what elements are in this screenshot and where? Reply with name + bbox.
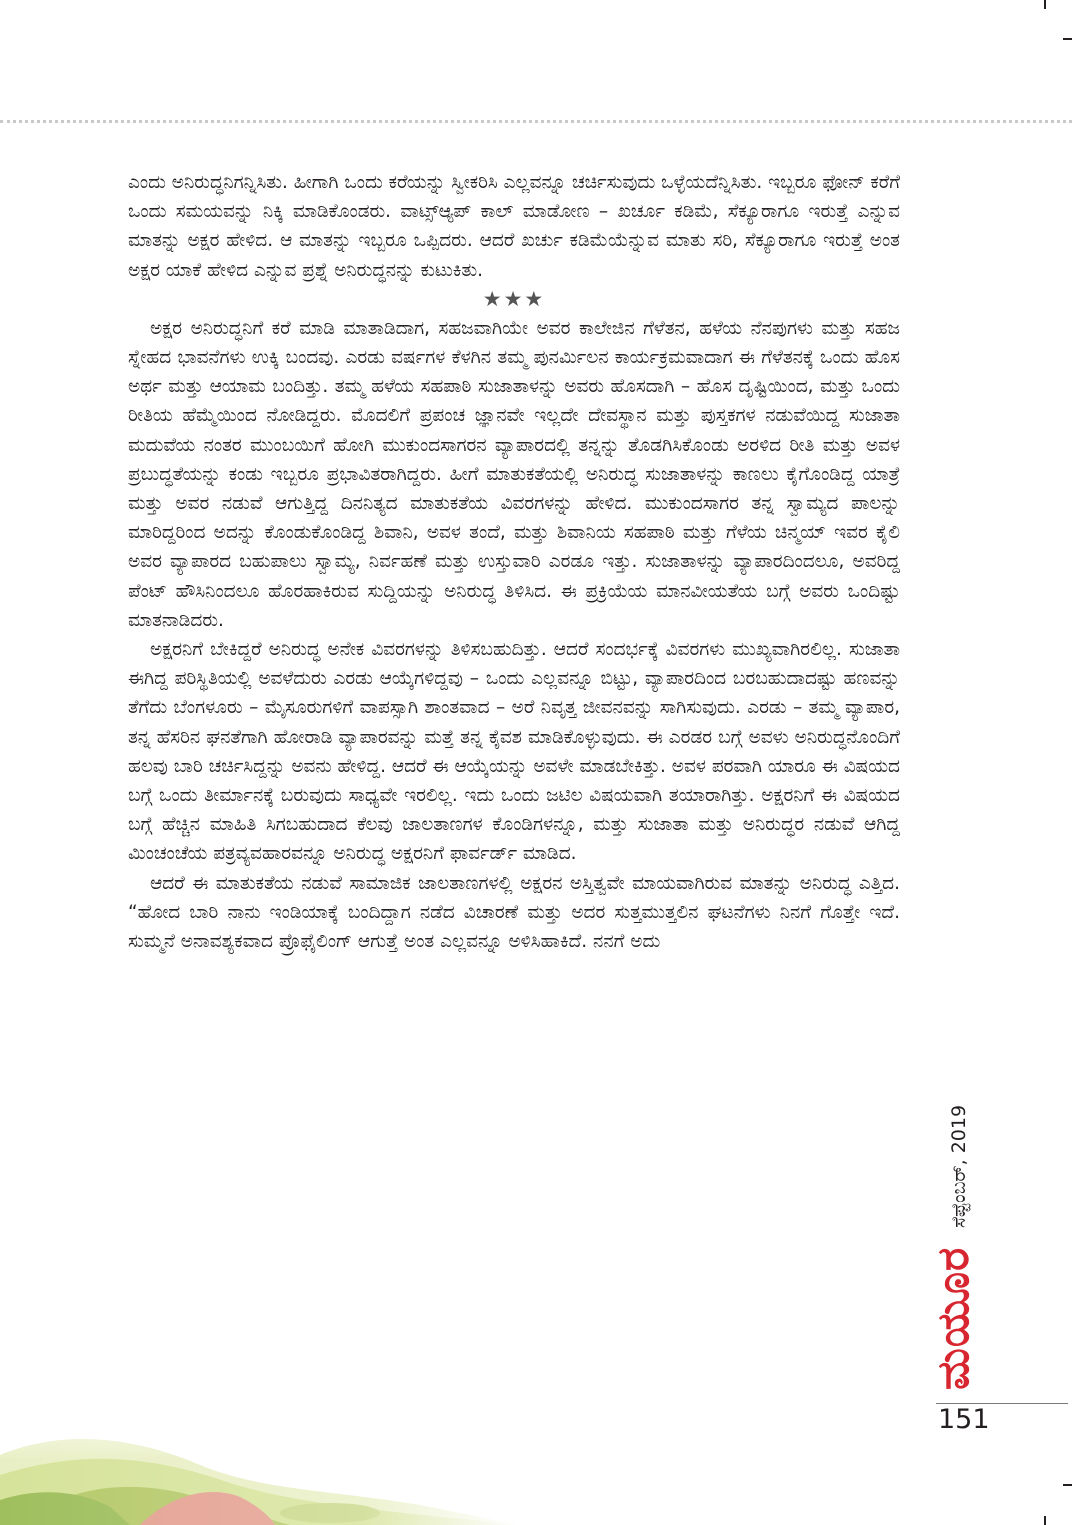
issue-date: ಸೆಪ್ಟೆಂಬರ್, 2019 [948, 1104, 970, 1228]
decorative-landscape-art [0, 1395, 520, 1525]
section-break-stars: ★★★ [482, 286, 546, 311]
crop-mark-top-right [1044, 0, 1046, 9]
crop-mark-right-lower [1063, 1484, 1072, 1486]
page-number: 151 [938, 1404, 990, 1435]
crop-mark-bottom-right [1044, 1516, 1046, 1525]
magazine-logo: ಮಯೂರ [928, 1246, 979, 1390]
article-body [128, 168, 900, 956]
paragraph-3: ಅಕ್ಷರನಿಗೆ ಬೇಕಿದ್ದರೆ ಅನಿರುದ್ಧ ಅನೇಕ ವಿವರಗಳನ್ನು ತಿಳಿಸಬಹುದಿತ್ತು. ಆದರೆ ಸಂದರ್ಭಕ್ಕೆ ವಿವರಗಳು ಮುಖ್ಯವಾಗಿರಲಿಲ್ಲ. ಸುಜಾತಾ ಈಗಿದ್ದ ಪರಿಸ್ಥಿತಿಯಲ್ಲಿ ಅವಳೆದುರು ಎರಡು ಆಯ್ಕೆಗಳಿದ್ದವು – ಒಂದು ಎಲ್ಲವನ್ನೂ ಬಿಟ್ಟು, ವ್ಯಾಪಾರದಿಂದ ಬರಬಹುದಾದಷ್ಟು ಹಣವನ್ನು ತೆಗೆದು ಬೆಂಗಳೂರು – ಮೈಸೂರುಗಳಿಗೆ ವಾಪಸ್ಸಾಗಿ ಶಾಂತವಾದ – ಅರೆ ನಿವೃತ್ತ ಜೀವನವನ್ನು ಸಾಗಿಸುವುದು. ಎರಡು – ತಮ್ಮ ವ್ಯಾಪಾರ, ತನ್ನ ಹೆಸರಿನ ಘನತೆಗಾಗಿ ಹೋರಾಡಿ ವ್ಯಾಪಾರವನ್ನು ಮತ್ತೆ ತನ್ನ ಕೈವಶ ಮಾಡಿಕೊಳ್ಳುವುದು. ಈ ಎರಡರ ಬಗ್ಗೆ ಅವಳು ಅನಿರುದ್ಧನೊಂದಿಗೆ ಹಲವು ಬಾರಿ ಚರ್ಚಿಸಿದ್ದನ್ನು ಅವನು ಹೇಳಿದ್ದ. ಆದರೆ ಈ ಆಯ್ಕೆಯನ್ನು ಅವಳೇ ಮಾಡಬೇಕಿತ್ತು. ಅವಳ ಪರವಾಗಿ ಯಾರೂ ಈ ವಿಷಯದ ಬಗ್ಗೆ ಒಂದು ತೀರ್ಮಾನಕ್ಕೆ ಬರುವುದು ಸಾಧ್ಯವೇ ಇರಲಿಲ್ಲ. ಇದು ಒಂದು ಜಟಿಲ ವಿಷಯವಾಗಿ ತಯಾರಾಗಿತ್ತು. ಅಕ್ಷರನಿಗೆ ಈ ವಿಷಯದ ಬಗ್ಗೆ ಹೆಚ್ಚಿನ ಮಾಹಿತಿ ಸಿಗಬಹುದಾದ ಕೆಲವು ಜಾಲತಾಣಗಳ ಕೊಂಡಿಗಳನ್ನೂ, ಮತ್ತು ಸುಜಾತಾ ಮತ್ತು ಅನಿರುದ್ಧರ ನಡುವೆ ಆಗಿದ್ದ ಮಿಂಚಂಚೆಯ ಪತ್ರವ್ಯವಹಾರವನ್ನೂ ಅನಿರುದ್ಧ ಅಕ್ಷರನಿಗೆ ಫಾರ್ವರ್ಡ್ ಮಾಡಿದ. [128, 639, 900, 865]
crop-mark-right-upper [1063, 38, 1072, 40]
header-dotted-rule [0, 120, 1072, 123]
paragraph-4: ಆದರೆ ಈ ಮಾತುಕತೆಯ ನಡುವೆ ಸಾಮಾಜಿಕ ಜಾಲತಾಣಗಳಲ್ಲಿ ಅಕ್ಷರನ ಅಸ್ತಿತ್ವವೇ ಮಾಯವಾಗಿರುವ ಮಾತನ್ನು ಅನಿರುದ್ಧ ಎತ್ತಿದ. “ಹೋದ ಬಾರಿ ನಾನು ಇಂಡಿಯಾಕ್ಕೆ ಬಂದಿದ್ದಾಗ ನಡೆದ ವಿಚಾರಣೆ ಮತ್ತು ಅದರ ಸುತ್ತಮುತ್ತಲಿನ ಘಟನೆಗಳು ನಿನಗೆ ಗೊತ್ತೇ ಇದೆ. ಸುಮ್ಮನೆ ಅನಾವಶ್ಯಕವಾದ ಪ್ರೊಫೈಲಿಂಗ್ ಆಗುತ್ತೆ ಅಂತ ಎಲ್ಲವನ್ನೂ ಅಳಿಸಿಹಾಕಿದೆ. ನನಗೆ ಅದು [128, 872, 900, 953]
paragraph-2: ಅಕ್ಷರ ಅನಿರುದ್ಧನಿಗೆ ಕರೆ ಮಾಡಿ ಮಾತಾಡಿದಾಗ, ಸಹಜವಾಗಿಯೇ ಅವರ ಕಾಲೇಜಿನ ಗೆಳೆತನ, ಹಳೆಯ ನೆನಪುಗಳು ಮತ್ತು ಸಹಜ ಸ್ನೇಹದ ಭಾವನೆಗಳು ಉಕ್ಕಿ ಬಂದವು. ಎರಡು ವರ್ಷಗಳ ಕೆಳಗಿನ ತಮ್ಮ ಪುನರ್ಮಿಲನ ಕಾರ್ಯಕ್ರಮವಾದಾಗ ಈ ಗೆಳೆತನಕ್ಕೆ ಒಂದು ಹೊಸ ಅರ್ಥ ಮತ್ತು ಆಯಾಮ ಬಂದಿತ್ತು. ತಮ್ಮ ಹಳೆಯ ಸಹಪಾಠಿ ಸುಜಾತಾಳನ್ನು ಅವರು ಹೊಸದಾಗಿ – ಹೊಸ ದೃಷ್ಟಿಯಿಂದ, ಮತ್ತು ಒಂದು ರೀತಿಯ ಹೆಮ್ಮೆಯಿಂದ ನೋಡಿದ್ದರು. ಮೊದಲಿಗೆ ಪ್ರಪಂಚ ಜ್ಞಾನವೇ ಇಲ್ಲದೇ ದೇವಸ್ಥಾನ ಮತ್ತು ಪುಸ್ತಕಗಳ ನಡುವೆಯಿದ್ದ ಸುಜಾತಾ ಮದುವೆಯ ನಂತರ ಮುಂಬಯಿಗೆ ಹೋಗಿ ಮುಕುಂದಸಾಗರನ ವ್ಯಾಪಾರದಲ್ಲಿ ತನ್ನನ್ನು ತೊಡಗಿಸಿಕೊಂಡು ಅರಳಿದ ರೀತಿ ಮತ್ತು ಅವಳ ಪ್ರಬುದ್ಧತೆಯನ್ನು ಕಂಡು ಇಬ್ಬರೂ ಪ್ರಭಾವಿತರಾಗಿದ್ದರು. ಹೀಗೆ ಮಾತುಕತೆಯಲ್ಲಿ ಅನಿರುದ್ಧ ಸುಜಾತಾಳನ್ನು ಕಾಣಲು ಕೈಗೊಂಡಿದ್ದ ಯಾತ್ರೆ ಮತ್ತು ಅವರ ನಡುವೆ ಆಗುತ್ತಿದ್ದ ದಿನನಿತ್ಯದ ಮಾತುಕತೆಯ ವಿವರಗಳನ್ನು ಹೇಳಿದ. ಮುಕುಂದಸಾಗರ ತನ್ನ ಸ್ವಾಮ್ಯದ ಪಾಲನ್ನು ಮಾರಿದ್ದರಿಂದ ಅದನ್ನು ಕೊಂಡುಕೊಂಡಿದ್ದ ಶಿವಾನಿ, ಅವಳ ತಂದೆ, ಮತ್ತು ಶಿವಾನಿಯ ಸಹಪಾಠಿ ಮತ್ತು ಗೆಳೆಯ ಚಿನ್ಮಯ್ ಇವರ ಕೈಲಿ ಅವರ ವ್ಯಾಪಾರದ ಬಹುಪಾಲು ಸ್ವಾಮ್ಯ, ನಿರ್ವಹಣೆ ಮತ್ತು ಉಸ್ತುವಾರಿ ಎರಡೂ ಇತ್ತು. ಸುಜಾತಾಳನ್ನು ವ್ಯಾಪಾರದಿಂದಲೂ, ಅವರಿದ್ದ ಪೆಂಟ್ ಹೌಸಿನಿಂದಲೂ ಹೊರಹಾಕಿರುವ ಸುದ್ದಿಯನ್ನು ಅನಿರುದ್ಧ ತಿಳಿಸಿದ. ಈ ಪ್ರಕ್ರಿಯೆಯ ಮಾನವೀಯತೆಯ ಬಗ್ಗೆ ಅವರು ಒಂದಿಷ್ಟು ಮಾತನಾಡಿದರು. [128, 317, 900, 631]
paragraph-1: ಎಂದು ಅನಿರುದ್ಧನಿಗನ್ನಿಸಿತು. ಹೀಗಾಗಿ ಒಂದು ಕರೆಯನ್ನು ಸ್ವೀಕರಿಸಿ ಎಲ್ಲವನ್ನೂ ಚರ್ಚಿಸುವುದು ಒಳ್ಳೆಯದೆನ್ನಿಸಿತು. ಇಬ್ಬರೂ ಫೋನ್ ಕರೆಗೆ ಒಂದು ಸಮಯವನ್ನು ನಿಕ್ಕಿ ಮಾಡಿಕೊಂಡರು. ವಾಟ್ಸ್ಆ್ಯಪ್ ಕಾಲ್ ಮಾಡೋಣ – ಖರ್ಚೂ ಕಡಿಮೆ, ಸೆಕ್ಯೂರಾಗೂ ಇರುತ್ತೆ ಎನ್ನುವ ಮಾತನ್ನು ಅಕ್ಷರ ಹೇಳಿದ. ಆ ಮಾತನ್ನು ಇಬ್ಬರೂ ಒಪ್ಪಿದರು. ಆದರೆ ಖರ್ಚು ಕಡಿಮೆಯೆನ್ನುವ ಮಾತು ಸರಿ, ಸೆಕ್ಯೂರಾಗೂ ಇರುತ್ತೆ ಅಂತ ಅಕ್ಷರ ಯಾಕೆ ಹೇಳಿದ ಎನ್ನುವ ಪ್ರಶ್ನೆ ಅನಿರುದ್ಧನನ್ನು ಕುಟುಕಿತು. [128, 172, 900, 281]
